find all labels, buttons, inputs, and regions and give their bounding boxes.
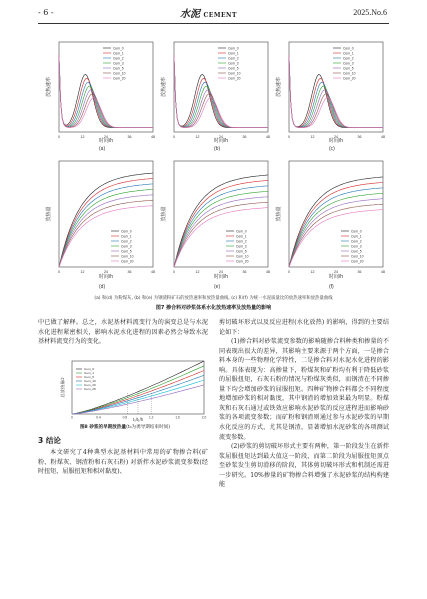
legend-entry: Cem_25 <box>84 387 96 392</box>
x-axis-label: 时间/h <box>328 138 344 144</box>
left-column-bottom <box>38 448 208 477</box>
legend-entry: Cem_10 <box>84 379 96 384</box>
legend-entry: Cem_3 <box>236 244 247 249</box>
data-series-line <box>174 175 268 267</box>
header-rule <box>38 23 389 24</box>
legend-entry: Cem_3 <box>228 61 239 66</box>
data-series-line <box>289 193 383 267</box>
tick-label: 24 <box>219 135 223 139</box>
legend-entry: Cem_20 <box>228 76 241 81</box>
tick-label: 24 <box>334 270 338 274</box>
data-series-line <box>59 55 153 128</box>
legend-entry: Cem_20 <box>343 76 356 81</box>
heat-chart-e <box>160 155 272 280</box>
y-axis-label: 放热量 <box>161 206 167 222</box>
y-axis-label: 总放热量/J <box>60 377 65 398</box>
tick-label: 0 <box>173 270 175 274</box>
legend-entry: Cem_0 <box>228 46 239 51</box>
journal-logo <box>180 5 237 20</box>
legend-entry: Cem_1 <box>228 51 239 56</box>
tick-label: 36 <box>242 135 247 139</box>
fig8-caption <box>45 424 205 430</box>
data-series-line <box>289 199 383 267</box>
issue-number: 2025.No.6 <box>353 8 387 17</box>
legend-entry: Cem_0 <box>343 46 354 51</box>
tick-label: 12 <box>80 270 85 274</box>
tick-label: 1.6 <box>175 415 180 420</box>
rate-chart-a <box>45 36 157 144</box>
legend-entry: Cem_2 <box>228 56 239 61</box>
fig8-chart <box>58 358 208 422</box>
page-header <box>0 0 427 34</box>
fig8-panel <box>58 358 208 422</box>
data-series-line <box>289 55 383 128</box>
tick-label: 24 <box>104 270 108 274</box>
tick-label: 36 <box>357 270 362 274</box>
tick-label: 48 <box>151 135 155 139</box>
data-series-line <box>59 184 153 267</box>
paragraph: 剪切破坏形式以及反应进程(水化放热) 的影响，得到的主要结论如下： <box>219 319 389 336</box>
plot-frame <box>289 161 383 267</box>
legend-entry: Cem_5 <box>351 249 362 254</box>
x-axis-label: 时间/h <box>213 138 229 144</box>
fig7-panel-d <box>45 155 157 280</box>
tick-label: 12 <box>310 270 315 274</box>
fig8-caption-bold: 图8 砂浆的早期放热量 <box>79 425 127 430</box>
panel-label-a: (a) <box>99 146 106 152</box>
x-axis-label: t₀/t₁/h <box>132 417 144 422</box>
tick-label: 0.8 <box>122 415 128 420</box>
tick-label: 36 <box>242 270 247 274</box>
legend-entry: Cem_20 <box>113 76 126 81</box>
section-heading: 3 结论 <box>38 436 61 445</box>
journal-title-en: CEMENT <box>203 12 237 19</box>
legend-entry: Cem_10 <box>121 254 134 259</box>
data-series-line <box>174 208 268 267</box>
data-series-line <box>59 55 153 128</box>
tick-label: 12 <box>80 135 85 139</box>
tick-label: 12 <box>310 135 315 139</box>
legend-entry: Cem_1 <box>113 51 124 56</box>
tick-label: 1.2 <box>148 415 154 420</box>
tick-label: 12 <box>195 135 200 139</box>
data-series-line <box>59 195 153 267</box>
legend-entry: Cem_1 <box>351 234 362 239</box>
data-series-line <box>289 182 383 267</box>
tick-label: 0 <box>58 135 60 139</box>
right-column <box>219 318 389 490</box>
tick-label: 48 <box>381 135 385 139</box>
legend-entry: Cem_1 <box>236 234 247 239</box>
tick-label: 48 <box>151 270 155 274</box>
legend-entry: Cem_5 <box>228 66 239 71</box>
panel-label-d: (d) <box>99 284 106 290</box>
legend-entry: Cem_0 <box>121 229 132 234</box>
legend-entry: Cem_2 <box>121 239 132 244</box>
fig7-panel-e <box>160 155 272 280</box>
data-series-line <box>59 55 153 128</box>
paragraph: (2)砂浆的剪切破坏形式主要有两种，第一阶段发生在新拌浆屈服扭矩达到最大值这一阶段，而第二阶段为屈服扭矩顶点至砂浆发生剪切滑移的阶段，其体剪切破坏形式和机制还需进一步研究。10%掺量的矿物掺合料增强了水泥砂浆的结构构建能 <box>219 443 389 489</box>
plot-frame <box>174 161 268 267</box>
data-series-line <box>59 200 153 267</box>
tick-label: 24 <box>334 135 338 139</box>
legend-entry: Cem_0 <box>351 229 362 234</box>
panel-label-b: (b) <box>214 146 221 152</box>
legend-entry: Cem_10 <box>228 71 241 76</box>
legend-entry: Cem_10 <box>236 254 249 259</box>
legend-entry: Cem_5 <box>84 375 94 380</box>
data-series-line <box>59 55 153 128</box>
paragraph: 中已做了解释。总之，水泥基材料流变行为的演变总是与水泥水化进程紧密相关，影响水泥水化进程的因素必然会导致水泥基材料流变行为的变化。 <box>38 319 208 346</box>
data-series-line <box>289 177 383 267</box>
legend-entry: Cem_10 <box>351 254 364 259</box>
data-series-line <box>174 202 268 267</box>
legend-entry: Cem_2 <box>351 239 362 244</box>
legend-entry: Cem_0 <box>84 367 94 372</box>
tick-label: 24 <box>104 135 108 139</box>
data-series-line <box>59 55 153 128</box>
y-axis-label: 放热速率 <box>276 76 282 98</box>
fig7-subcaption: (a) 和(d) 为粉煤灰, (b) 和(e) 为钢渣粉矿石的放热速率和放热量曲线, (c) 和(f) 为统一水泥质量比的放热速率和放热量曲线 <box>94 296 333 301</box>
legend-entry: Cem_5 <box>236 249 247 254</box>
data-series-line <box>59 206 153 267</box>
data-series-line <box>174 55 268 128</box>
data-series-line <box>59 55 153 128</box>
rate-chart-c <box>275 36 387 144</box>
legend-entry: Cem_10 <box>343 71 356 76</box>
tick-label: 0 <box>173 135 175 139</box>
legend-entry: Cem_2 <box>343 56 354 61</box>
legend-entry: Cem_3 <box>113 61 124 66</box>
y-axis-label: 放热速率 <box>161 76 167 98</box>
journal-title-cn: 水泥 <box>180 9 200 20</box>
legend-entry: Cem_20 <box>84 383 96 388</box>
data-series-line <box>59 55 153 128</box>
fig7-title: 图7 掺合料对砂浆体系水化放热速率及放热量的影响 <box>155 305 272 311</box>
fig7-panel-c <box>275 36 387 144</box>
legend-entry: Cem_1 <box>84 371 94 376</box>
tick-label: 12 <box>195 270 200 274</box>
legend-entry: Cem_20 <box>351 259 364 264</box>
legend-entry: Cem_2 <box>236 239 247 244</box>
heat-chart-f <box>275 155 387 280</box>
panel-label-e: (e) <box>214 284 221 290</box>
fig7-panel-b <box>160 36 272 144</box>
tick-label: 2.0 <box>201 415 207 420</box>
paragraph: 本文研究了4种典型水泥基材料中常用的矿物掺合料(矿粉、粉煤灰、钢渣粉和石灰石粉) 对新拌水泥砂浆流变参数(经时扭矩、屈服扭矩和相对黏度)、 <box>38 449 208 476</box>
tick-label: 0 <box>288 135 290 139</box>
tick-label: 48 <box>266 270 270 274</box>
legend-entry: Cem_5 <box>113 66 124 71</box>
paragraph: (1)掺合料对砂浆流变参数的影响随掺合料种类和掺量的不同表现出很大的差异，其影响主要来源于两个方面，一是掺合料本身的一些物理化学特性，二是掺合料对水泥水化进程的影响。具体表现为：高掺量下，粉煤灰和矿粉均有利于降低砂浆的屈服扭矩，石灰石粉的情况与粉煤灰类似，而钢渣在不同掺量下均会增加砂浆的屈服扭矩。四种矿物掺合料都会不同程度地增加砂浆的相对黏度，其中钢渣的增加效果最为明显。粉煤灰和石灰石通过或铁效应影响水泥砂浆的反应进程进而影响砂浆的各项流变参数；而矿粉和钢渣则通过参与水泥砂浆的早期水化反应的方式，尤其是钢渣，显著增加水泥砂浆的各项测试流变参数。 <box>219 338 389 441</box>
page-number: - 6 - <box>38 8 54 17</box>
rate-chart-b <box>160 36 272 144</box>
fig7-panel-a <box>45 36 157 144</box>
fig7-panel-f <box>275 155 387 280</box>
data-series-line <box>174 180 268 267</box>
legend-entry: Cem_3 <box>343 61 354 66</box>
tick-label: 48 <box>266 135 270 139</box>
data-series-line <box>59 173 153 267</box>
y-axis-label: 放热量 <box>276 206 282 222</box>
tick-label: 24 <box>219 270 223 274</box>
tick-label: 36 <box>127 135 132 139</box>
panel-label-f: (f) <box>329 284 334 290</box>
legend-entry: Cem_20 <box>236 259 249 264</box>
tick-label: 36 <box>127 270 132 274</box>
left-column-top <box>38 318 208 347</box>
y-axis-label: 放热速率 <box>46 76 52 98</box>
legend-entry: Cem_1 <box>121 234 132 239</box>
legend-entry: Cem_1 <box>343 51 354 56</box>
x-axis-label: 时间/h <box>328 274 344 280</box>
legend-entry: Cem_10 <box>113 71 126 76</box>
heat-chart-d <box>45 155 157 280</box>
data-series-line <box>174 197 268 267</box>
tick-label: 0 <box>71 415 73 420</box>
plot-frame <box>59 161 153 267</box>
tick-label: 48 <box>381 270 385 274</box>
data-series-line <box>174 191 268 267</box>
panel-label-c: (c) <box>329 146 335 152</box>
legend-entry: Cem_5 <box>343 66 354 71</box>
legend-entry: Cem_5 <box>121 249 132 254</box>
data-series-line <box>289 204 383 267</box>
y-axis-label: 放热量 <box>46 206 52 222</box>
data-series-line <box>59 189 153 267</box>
data-series-line <box>59 179 153 268</box>
legend-entry: Cem_0 <box>236 229 247 234</box>
tick-label: 36 <box>357 135 362 139</box>
tick-label: 0 <box>288 270 290 274</box>
x-axis-label: 时间/h <box>213 274 229 280</box>
x-axis-label: 时间/h <box>98 138 114 144</box>
legend-entry: Cem_20 <box>121 259 134 264</box>
legend-entry: Cem_2 <box>113 56 124 61</box>
legend-entry: Cem_0 <box>113 46 124 51</box>
legend-entry: Cem_3 <box>351 244 362 249</box>
tick-label: 0.4 <box>96 415 101 420</box>
legend-entry: Cem_3 <box>121 244 132 249</box>
tick-label: 0 <box>58 270 60 274</box>
data-series-line <box>289 210 383 267</box>
x-axis-label: 时间/h <box>98 274 114 280</box>
fig8-caption-note: (t₀为诱导期结束时间) <box>126 425 171 430</box>
